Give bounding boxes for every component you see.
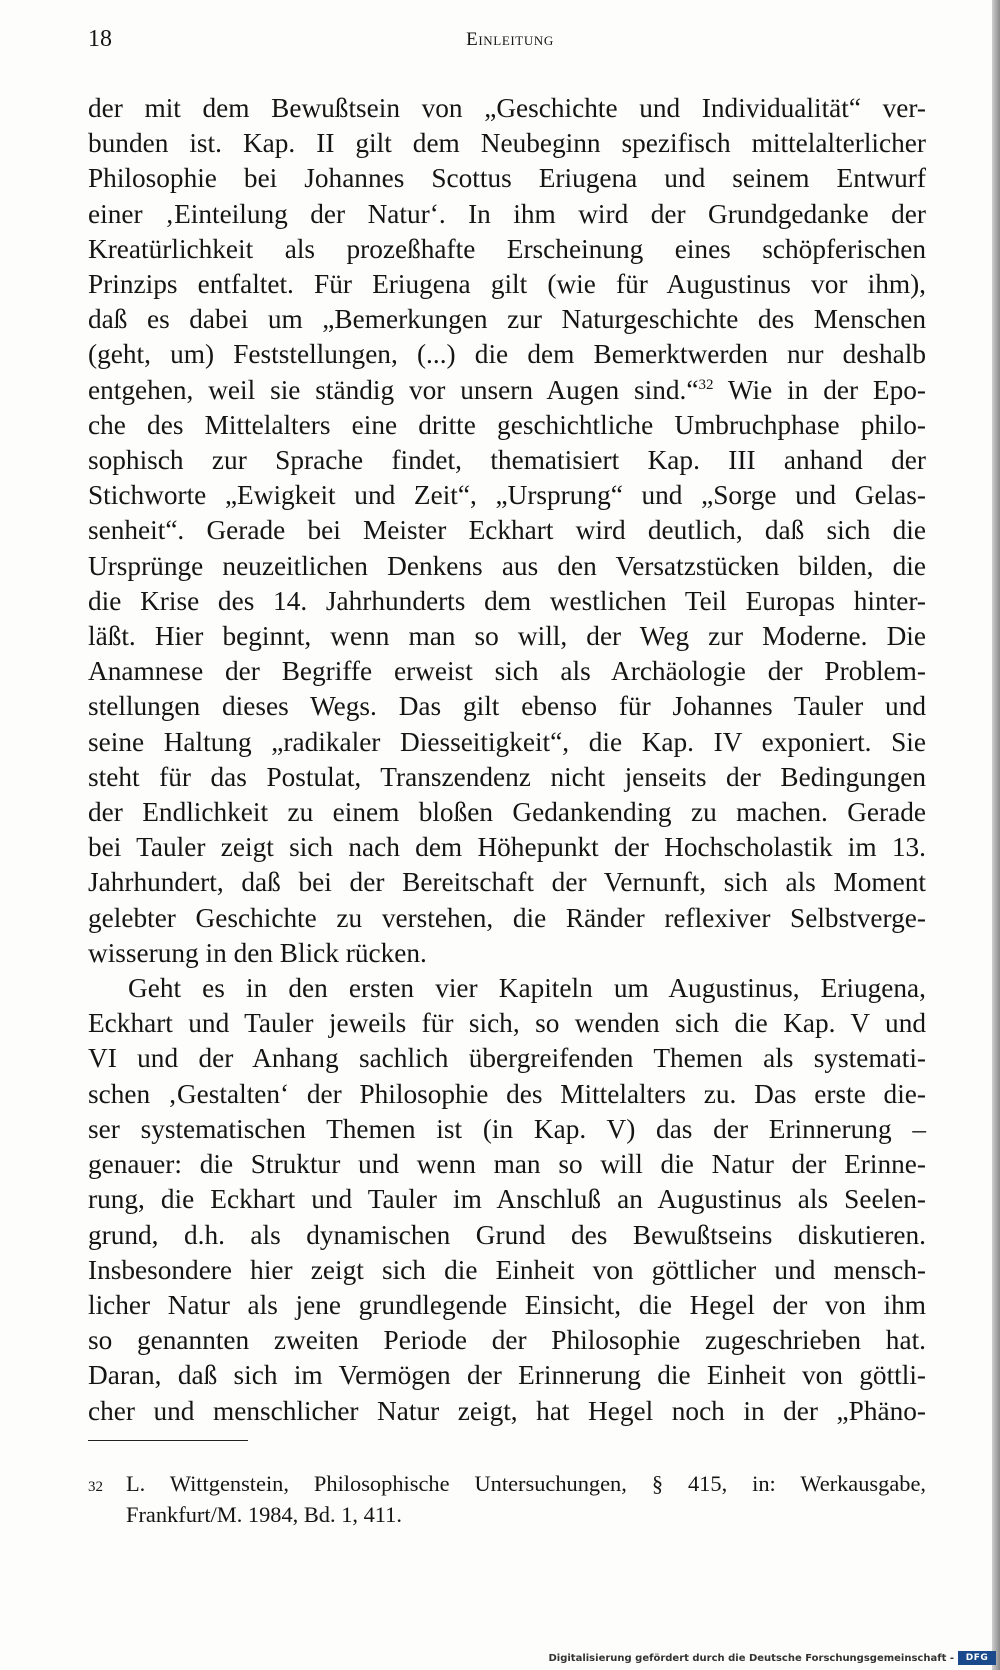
text-line: Ursprünge neuzeitlichen Denkens aus den Versatzstücken bilden, die — [88, 550, 926, 581]
text-line: stellungen dieses Wegs. Das gilt ebenso für Johannes Tauler und — [88, 691, 926, 722]
text-line: Kreatürlichkeit als prozeßhafte Erscheinung eines schöpferischen — [88, 233, 926, 264]
text-line: bunden ist. Kap. II gilt dem Neubeginn spezifisch mittelalterlicher — [88, 128, 926, 159]
text-line: läßt. Hier beginnt, wenn man so will, der Weg zur Moderne. Die — [88, 621, 926, 652]
text-line: die Krise des 14. Jahrhunderts dem westlichen Teil Europas hinter- — [88, 585, 926, 616]
text-line: (geht, um) Feststellungen, (...) die dem Bemerktwerden nur deshalb — [88, 339, 926, 370]
footnote-line: 32 L. Wittgenstein, Philosophische Untersuchungen, § 415, in: Werkausgabe, — [88, 1468, 926, 1499]
text-line: seine Haltung „radikaler Diesseitigkeit“, die Kap. IV exponiert. Sie — [88, 726, 926, 757]
text-line: cher und menschlicher Natur zeigt, hat Hegel noch in der „Phäno- — [88, 1395, 926, 1426]
text-line: che des Mittelalters eine dritte geschichtliche Umbruchphase philo- — [88, 409, 926, 440]
text-line: Anamnese der Begriffe erweist sich als Archäologie der Problem- — [88, 656, 926, 687]
text-line: der mit dem Bewußtsein von „Geschichte und Individualität“ ver- — [88, 93, 926, 123]
text-line — [88, 373, 926, 408]
text-line: genauer: die Struktur und wenn man so will die Natur der Erinne- — [88, 1149, 926, 1180]
funding-credit: Digitalisierung gefördert durch die Deutsche Forschungsgemeinschaft - — [548, 1653, 954, 1664]
text-line: senheit“. Gerade bei Meister Eckhart wird deutlich, daß sich die — [88, 515, 926, 546]
text-line: Stichworte „Ewigkeit und Zeit“, „Ursprung“ und „Sorge und Gelas- — [88, 480, 926, 511]
text-line: Eckhart und Tauler jeweils für sich, so wenden sich die Kap. V und — [88, 1008, 926, 1039]
text-line: wisserung in den Blick rücken. — [88, 937, 427, 968]
text-line: ser systematischen Themen ist (in Kap. V) das der Erinnerung – — [88, 1113, 926, 1144]
dfg-logo: DFG — [958, 1651, 996, 1665]
text-line: gelebter Geschichte zu verstehen, die Ränder reflexiver Selbstverge- — [88, 902, 926, 933]
text-line: Philosophie bei Johannes Scottus Eriugena und seinem Entwurf — [88, 163, 926, 194]
text-line: Geht es in den ersten vier Kapiteln um Augustinus, Eriugena, — [128, 973, 926, 1004]
footnote-rule — [88, 1440, 248, 1441]
text-line: Jahrhundert, daß bei der Bereitschaft der Vernunft, sich als Moment — [88, 867, 926, 898]
page-number: 18 — [88, 26, 112, 52]
text-segment: Wie in der Epo- — [713, 374, 926, 405]
text-line: VI und der Anhang sachlich übergreifenden Themen als systemati- — [88, 1043, 926, 1074]
text-line: bei Tauler zeigt sich nach dem Höhepunkt der Hochscholastik im 13. — [88, 832, 926, 863]
text-line: Prinzips entfaltet. Für Eriugena gilt (wie für Augustinus vor ihm), — [88, 269, 926, 300]
text-line: grund, d.h. als dynamischen Grund des Bewußtseins diskutieren. — [88, 1219, 926, 1250]
text-line: licher Natur als jene grundlegende Einsicht, die Hegel der von ihm — [88, 1289, 926, 1320]
footnote — [88, 1468, 926, 1530]
text-line: Daran, daß sich im Vermögen der Erinnerung die Einheit von göttli- — [88, 1360, 926, 1391]
text-segment: entgehen, weil sie ständig vor unsern Augen sind.“ — [88, 374, 699, 405]
footnote-line: Frankfurt/M. 1984, Bd. 1, 411. — [126, 1502, 402, 1527]
text-line: der Endlichkeit zu einem bloßen Gedankending zu machen. Gerade — [88, 797, 926, 828]
text-line: sophisch zur Sprache findet, thematisiert Kap. III anhand der — [88, 445, 926, 476]
scan-edge-strip — [992, 0, 1000, 1670]
text-line: rung, die Eckhart und Tauler im Anschluß an Augustinus als Seelen- — [88, 1184, 926, 1215]
footnote-reference[interactable]: 32 — [698, 376, 714, 393]
text-line: steht für das Postulat, Transzendenz nicht jenseits der Bedingungen — [88, 761, 926, 792]
running-head: Einleitung — [466, 29, 554, 50]
text-line: einer ‚Einteilung der Natur‘. In ihm wird der Grundgedanke der — [88, 198, 926, 229]
text-line: so genannten zweiten Periode der Philosophie zugeschrieben hat. — [88, 1325, 926, 1356]
body-text — [88, 91, 926, 1429]
text-line: schen ‚Gestalten‘ der Philosophie des Mittelalters zu. Das erste die- — [88, 1078, 926, 1109]
text-line: daß es dabei um „Bemerkungen zur Naturgeschichte des Menschen — [88, 304, 926, 335]
footnote-text: L. Wittgenstein, Philosophische Untersuchungen, § 415, in: Werkausgabe, — [126, 1471, 926, 1496]
text-line: Insbesondere hier zeigt sich die Einheit von göttlicher und mensch- — [88, 1254, 926, 1285]
